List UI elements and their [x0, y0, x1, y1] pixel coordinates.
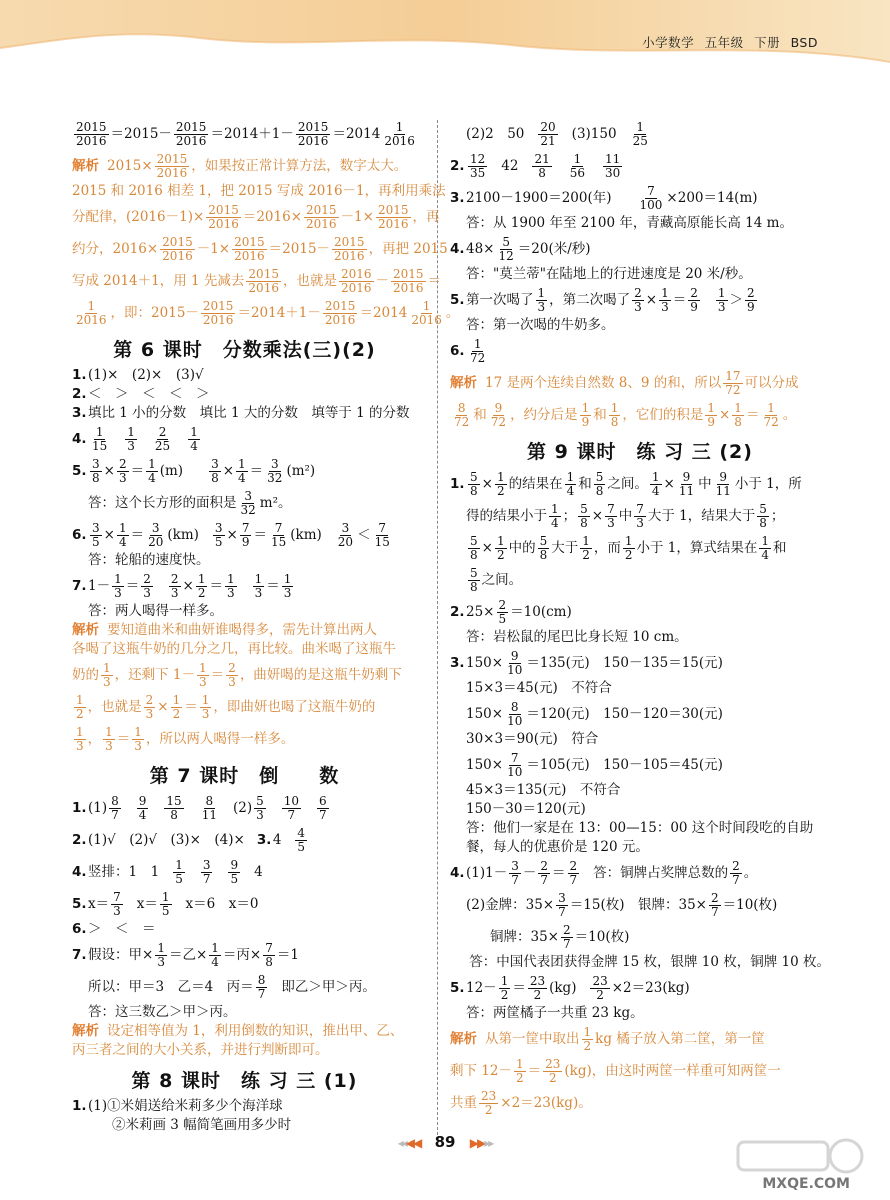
- fraction: $\frac{9}{5}$: [230, 857, 239, 886]
- fraction: $\frac{1}{4}$: [118, 520, 127, 549]
- answer-line: 150× $\frac{8}{10}$ ＝120(元) 150－120＝30(元): [466, 699, 723, 728]
- question-number: 2.: [72, 831, 87, 848]
- fraction: $\frac{20}{21}$: [540, 119, 556, 148]
- answer-line: 7. 假设：甲× $\frac{1}{3}$ ＝乙× $\frac{1}{4}$ ＝丙× $\frac{7}{8}$ ＝1: [72, 940, 299, 969]
- answer-line: 答：两人喝得一样多。: [88, 603, 223, 620]
- analysis-line: $\frac{8}{72}$ 和 $\frac{9}{72}$ ，约分后是 $\frac{1}{9}$ 和 $\frac{1}{8}$ ，它们的积是 $\frac{1}{9}$ × $\frac{1}{8}$ ＝ $\frac{1}{72}$ 。: [454, 400, 797, 429]
- answer-line: 答：第一次喝的牛奶多。: [466, 317, 615, 334]
- fraction: $\frac{1}{2}$: [515, 1056, 524, 1085]
- fraction: $\frac{2015}{2016}$: [248, 266, 279, 295]
- question-number: 4.: [450, 240, 465, 257]
- fraction: $\frac{8}{11}$: [201, 793, 217, 822]
- answer-line: 餐，每人的优惠价是 120 元。: [466, 839, 649, 856]
- fraction: $\frac{8}{10}$: [507, 699, 523, 728]
- answer-line: 4. 竖排：1 1 $\frac{1}{5}$ $\frac{3}{7}$ $\frac{9}{5}$ 4: [72, 857, 263, 886]
- fraction: $\frac{1}{4}$: [148, 456, 156, 485]
- answer-line: 2. $\frac{12}{35}$ 42 $\frac{21}{8}$ $\frac{1}{56}$ $\frac{11}{30}$: [450, 151, 621, 180]
- fraction: $\frac{7}{8}$: [265, 940, 273, 969]
- question-number: 5.: [450, 291, 465, 308]
- analysis-line: 分配律，(2016－1)× $\frac{2015}{2016}$ ＝2016× $\frac{2015}{2016}$ －1× $\frac{2015}{2016}$ ，再: [72, 202, 440, 231]
- answer-line: 答：这个长方形的面积是 $\frac{3}{32}$ m²。: [88, 488, 292, 517]
- fraction: $\frac{2015}{2016}$: [175, 119, 207, 148]
- fraction: $\frac{7}{100}$: [639, 183, 663, 212]
- answer-line: 2. (1)√ (2)√ (3)× (4)× 3. 4 $\frac{4}{5}$: [72, 825, 306, 854]
- answer-line: [450, 335, 830, 367]
- fraction: $\frac{1}{2016}$: [411, 298, 442, 327]
- fraction: $\frac{1}{5}$: [161, 889, 170, 918]
- analysis-label: 解析: [72, 1023, 99, 1040]
- answer-line: ②米莉画 3 幅简笔画用多少时: [112, 1117, 292, 1134]
- fraction: $\frac{8}{7}$: [111, 793, 119, 822]
- fraction: $\frac{2015}{2016}$: [334, 234, 365, 263]
- fraction: $\frac{21}{8}$: [534, 151, 550, 180]
- fraction: $\frac{3}{7}$: [558, 890, 566, 919]
- fraction: $\frac{2}{5}$: [498, 597, 507, 626]
- fraction: $\frac{12}{35}$: [470, 151, 486, 180]
- fraction: $\frac{23}{2}$: [529, 973, 546, 1002]
- answer-line: 3. 填比 1 小的分数 填比 1 大的分数 填等于 1 的分数: [72, 405, 410, 422]
- question-number: 2.: [72, 386, 87, 403]
- answer-line: 6. $\frac{3}{5}$ × $\frac{1}{4}$ ＝ $\frac{3}{20}$ (km) $\frac{3}{5}$ × $\frac{7}{9}$ ＝ $\frac{7}{15}$ (km) $\frac{3}{20}$ ＜ $\frac{7}{15}$: [72, 520, 390, 549]
- analysis-line: $\frac{1}{2016}$ ，即：2015－ $\frac{2015}{2016}$ ＝2014＋1－ $\frac{2015}{2016}$ ＝2014 $\frac{1}{2016}$ 。: [76, 298, 460, 327]
- fraction: $\frac{7}{3}$: [607, 501, 615, 530]
- fraction: $\frac{2}{9}$: [747, 285, 755, 314]
- fraction: $\frac{3}{20}$: [337, 520, 354, 549]
- fraction: $\frac{2015}{2016}$: [377, 202, 409, 231]
- fraction: $\frac{7}{15}$: [270, 520, 287, 549]
- answer-line: 所以：甲＝3 乙＝4 丙＝ $\frac{8}{7}$ 即乙＞甲＞丙。: [88, 972, 376, 1001]
- answer-line: 2. 25× $\frac{2}{5}$ ＝10(cm): [450, 597, 572, 626]
- fraction: $\frac{1}{5}$: [175, 857, 183, 886]
- answer-line: 4. (1)1－ $\frac{3}{7}$ － $\frac{2}{7}$ ＝ $\frac{2}{7}$ 答：铜牌占奖牌总数的 $\frac{2}{7}$ 。: [450, 858, 758, 887]
- fraction: $\frac{1}{3}$: [254, 571, 263, 600]
- fraction: $\frac{1}{56}$: [569, 151, 586, 180]
- answer-line: 6. ＞ ＜ ＝: [72, 921, 156, 938]
- fraction: $\frac{1}{8}$: [734, 400, 742, 429]
- analysis-line: 约分，2016× $\frac{2015}{2016}$ －1× $\frac{2015}{2016}$ ＝2015－ $\frac{2015}{2016}$ ，再把 2015: [72, 234, 448, 263]
- fraction: $\frac{2}{3}$: [634, 285, 642, 314]
- fraction: $\frac{2015}{2016}$: [156, 151, 188, 180]
- fraction: $\frac{17}{72}$: [725, 368, 741, 397]
- question-number: 6.: [72, 921, 87, 938]
- fraction: $\frac{4}{5}$: [297, 825, 306, 854]
- question-number: 1.: [72, 799, 87, 816]
- fraction: $\frac{1}{3}$: [76, 724, 84, 753]
- analysis-line: 奶的 $\frac{1}{3}$ ，还剩下 1－ $\frac{1}{3}$ ＝ $\frac{2}{3}$ ，曲妍喝的是这瓶牛奶剩下: [72, 660, 402, 689]
- fraction: $\frac{5}{12}$: [498, 234, 514, 263]
- question-number: 4.: [72, 430, 87, 447]
- lesson-heading: 第 7 课时 倒 数: [149, 765, 340, 787]
- analysis-label: 解析: [72, 622, 99, 639]
- fraction: $\frac{1}{3}$: [105, 724, 113, 753]
- fraction: $\frac{1}{4}$: [651, 469, 660, 498]
- fraction: $\frac{1}{3}$: [103, 660, 111, 689]
- fraction: $\frac{2}{7}$: [732, 858, 740, 887]
- fraction: $\frac{5}{3}$: [256, 793, 264, 822]
- question-number: 5.: [72, 895, 87, 912]
- analysis-line: 解析 2015× $\frac{2015}{2016}$ ，如果按正常计算方法，数字太大。: [72, 151, 408, 180]
- question-number: 2.: [450, 157, 465, 174]
- fraction: $\frac{3}{7}$: [511, 858, 519, 887]
- question-number: 3.: [256, 831, 272, 848]
- analysis-line: 各喝了这瓶牛奶的几分之几，再比较。曲米喝了这瓶牛: [72, 641, 396, 658]
- answer-line: [72, 423, 417, 455]
- fraction: $\frac{1}{2}$: [197, 571, 206, 600]
- book-title: 小学数学 五年级 下册 BSD: [642, 35, 818, 50]
- analysis-label: 解析: [450, 1030, 477, 1047]
- fraction: $\frac{2}{3}$: [228, 660, 236, 689]
- answer-line: 150× $\frac{7}{10}$ ＝105(元) 150－105＝45(元): [466, 750, 723, 779]
- answer-line: $\frac{5}{8}$ 之间。: [470, 565, 523, 594]
- watermark-text: MXQE.COM: [762, 1176, 850, 1192]
- lesson-heading: 第 9 课时 练 习 三 (2): [527, 441, 753, 463]
- fraction: $\frac{9}{10}$: [507, 648, 523, 677]
- analysis-line: 解析 设定相等值为 1，利用倒数的知识，推出甲、乙、: [72, 1023, 404, 1040]
- fraction: $\frac{7}{3}$: [113, 889, 121, 918]
- fraction: $\frac{1}{2}$: [624, 533, 633, 562]
- answer-line: 45×3＝135(元) 不符合: [466, 782, 621, 799]
- answer-line: 5. $\frac{3}{8}$ × $\frac{2}{3}$ ＝ $\frac{1}{4}$ (m) $\frac{3}{8}$ × $\frac{1}{4}$ ＝ $\frac{3}{32}$ (m²): [72, 456, 316, 485]
- fraction: $\frac{3}{8}$: [211, 456, 219, 485]
- fraction: $\frac{2015}{2016}$: [202, 298, 234, 327]
- fraction: $\frac{2015}{2016}$: [208, 202, 239, 231]
- fraction: $\frac{1}{3}$: [157, 940, 165, 969]
- fraction: $\frac{1}{3}$: [283, 571, 292, 600]
- fraction: $\frac{3}{5}$: [92, 520, 100, 549]
- fraction: $\frac{1}{2}$: [496, 469, 505, 498]
- fraction: $\frac{23}{2}$: [481, 1088, 497, 1117]
- fraction: $\frac{2015}{2016}$: [324, 298, 356, 327]
- answer-line: 答："莫兰蒂"在陆地上的行进速度是 20 米/秒。: [466, 266, 752, 283]
- answer-line: 答：从 1900 年至 2100 年，青藏高原能长高 14 m。: [466, 215, 793, 232]
- answer-line: 1. $\frac{5}{8}$ × $\frac{1}{2}$ 的结果在 $\frac{1}{4}$ 和 $\frac{5}{8}$ 之间。 $\frac{1}{4}$ × $\frac{9}{11}$ 中 $\frac{9}{11}$ 小于 1，所: [450, 469, 802, 498]
- fraction: $\frac{2}{3}$: [143, 571, 151, 600]
- fraction: $\frac{3}{8}$: [92, 456, 100, 485]
- fraction: $\frac{1}{9}$: [581, 400, 590, 429]
- fraction: $\frac{2}{3}$: [118, 456, 127, 485]
- line-l1: $\frac{2015}{2016}$ ＝2015－ $\frac{2015}{2016}$ ＝2014＋1－ $\frac{2015}{2016}$ ＝2014 $\frac{1}{2016}$: [76, 119, 415, 148]
- fraction: $\frac{1}{2016}$: [76, 298, 107, 327]
- fraction: $\frac{1}{2}$: [582, 533, 590, 562]
- fraction: $\frac{7}{15}$: [374, 520, 390, 549]
- fraction: $\frac{1}{8}$: [610, 400, 619, 429]
- fraction: $\frac{2}{25}$: [154, 424, 171, 453]
- fraction: $\frac{5}{8}$: [759, 501, 767, 530]
- fraction: $\frac{2015}{2016}$: [234, 234, 265, 263]
- fraction: $\frac{11}{30}$: [605, 151, 621, 180]
- question-number: 7.: [72, 577, 87, 594]
- right-column: [450, 118, 830, 1119]
- question-number: 3.: [450, 189, 465, 206]
- answer-line: 铜牌：35× $\frac{2}{7}$ ＝10(枚): [490, 922, 630, 951]
- question-number: 5.: [450, 979, 465, 996]
- answer-line: (2)2 50 $\frac{20}{21}$ (3)150 $\frac{1}{25}$: [466, 119, 648, 148]
- fraction: $\frac{1}{2}$: [172, 692, 181, 721]
- fraction: $\frac{3}{5}$: [214, 520, 223, 549]
- answer-line: (2)金牌：35× $\frac{3}{7}$ ＝15(枚) 银牌：35× $\frac{2}{7}$ ＝10(枚): [466, 890, 778, 919]
- fraction: $\frac{9}{11}$: [715, 469, 731, 498]
- fraction: $\frac{1}{2}$: [76, 692, 84, 721]
- fraction: $\frac{8}{72}$: [454, 400, 470, 429]
- fraction: $\frac{15}{8}$: [166, 793, 182, 822]
- fraction: $\frac{2}{7}$: [563, 922, 571, 951]
- fraction: $\frac{1}{3}$: [199, 660, 207, 689]
- fraction: $\frac{2}{9}$: [690, 285, 698, 314]
- fraction: $\frac{1}{72}$: [763, 400, 779, 429]
- fraction: $\frac{1}{4}$: [211, 940, 219, 969]
- answer-line: 7. 1－ $\frac{1}{3}$ ＝ $\frac{2}{3}$ $\frac{2}{3}$ × $\frac{1}{2}$ ＝ $\frac{1}{3}$ $\frac{1}{3}$ ＝ $\frac{1}{3}$: [72, 571, 292, 600]
- question-number: 3.: [72, 405, 87, 422]
- answer-line: 得的结果小于 $\frac{1}{4}$ ； $\frac{5}{8}$ × $\frac{7}{3}$ 中 $\frac{7}{3}$ 大于 1，结果大于 $\frac{5}{8}$ ；: [466, 501, 785, 530]
- fraction: $\frac{3}{20}$: [148, 520, 164, 549]
- fraction: $\frac{1}{3}$: [226, 571, 235, 600]
- fraction: $\frac{23}{2}$: [545, 1056, 561, 1085]
- fraction: $\frac{1}{4}$: [190, 424, 198, 453]
- fraction: $\frac{1}{4}$: [761, 533, 770, 562]
- next-arrows-icon: ▶▶▸▸: [469, 1136, 493, 1150]
- fraction: $\frac{2}{7}$: [710, 890, 719, 919]
- fraction: $\frac{1}{2}$: [583, 1024, 592, 1053]
- fraction: $\frac{2}{7}$: [569, 858, 578, 887]
- analysis-line: $\frac{1}{3}$ ， $\frac{1}{3}$ ＝ $\frac{1}{3}$ ，所以两人喝得一样多。: [76, 724, 295, 753]
- fraction: $\frac{1}{25}$: [632, 119, 648, 148]
- answer-line: 15×3＝45(元) 不符合: [466, 680, 612, 697]
- fraction: $\frac{5}{8}$: [539, 533, 548, 562]
- fraction: $\frac{1}{15}$: [92, 424, 108, 453]
- answer-line: $\frac{5}{8}$ × $\frac{1}{2}$ 中的 $\frac{5}{8}$ 大于 $\frac{1}{2}$ ，而 $\frac{1}{2}$ 小于 1，算式结果在 $\frac{1}{4}$ 和: [470, 533, 787, 562]
- answer-line: 1. (1)× (2)× (3)√: [72, 367, 204, 384]
- answer-line: 5. 12－ $\frac{1}{2}$ ＝ $\frac{23}{2}$ (kg) $\frac{23}{2}$ ×2＝23(kg): [450, 973, 690, 1002]
- fraction: $\frac{1}{3}$: [717, 285, 726, 314]
- lesson-heading: 第 6 课时 分数乘法(三)(2): [113, 339, 376, 361]
- question-number: 5.: [72, 462, 87, 479]
- fraction: $\frac{1}{3}$: [661, 285, 669, 314]
- question-number: 3.: [450, 654, 465, 671]
- fraction: $\frac{1}{3}$: [201, 692, 210, 721]
- fraction: $\frac{5}{8}$: [470, 469, 478, 498]
- header-band: [0, 0, 890, 95]
- fraction: $\frac{7}{9}$: [241, 520, 250, 549]
- answer-line: 3. 150× $\frac{9}{10}$ ＝135(元) 150－135＝15(元): [450, 648, 723, 677]
- answer-line: 30×3＝90(元) 符合: [466, 731, 599, 748]
- fraction: $\frac{1}{72}$: [470, 336, 486, 365]
- answer-line: 答：岩松鼠的尾巴比身长短 10 cm。: [466, 629, 688, 646]
- fraction: $\frac{2016}{2016}$: [340, 266, 372, 295]
- answer-line: 答：中国代表团获得金牌 15 枚，银牌 10 枚，铜牌 10 枚。: [469, 954, 830, 971]
- question-number: 1.: [450, 475, 465, 492]
- fraction: $\frac{5}{8}$: [580, 501, 588, 530]
- answer-line: 150－30＝120(元): [466, 801, 586, 818]
- analysis-line: 共重 $\frac{23}{2}$ ×2＝23(kg)。: [450, 1088, 592, 1117]
- answer-line: 4. 48× $\frac{5}{12}$ ＝20(米/秒): [450, 234, 591, 263]
- answer-line: 答：轮船的速度快。: [88, 552, 210, 569]
- fraction: $\frac{1}{4}$: [566, 469, 575, 498]
- analysis-label: 解析: [72, 157, 99, 174]
- fraction: $\frac{1}{3}$: [537, 285, 546, 314]
- question-number: 4.: [72, 863, 87, 880]
- question-number: 6.: [450, 342, 465, 359]
- question-number: 6.: [72, 526, 87, 543]
- fraction: $\frac{1}{3}$: [127, 424, 135, 453]
- analysis-line: 2015 和 2016 相差 1，把 2015 写成 2016－1，再利用乘法: [72, 183, 446, 200]
- answer-line: 答：两筐橘子一共重 23 kg。: [466, 1005, 644, 1022]
- fraction: $\frac{6}{7}$: [319, 793, 327, 822]
- fraction: $\frac{1}{3}$: [134, 724, 142, 753]
- fraction: $\frac{8}{7}$: [257, 972, 266, 1001]
- fraction: $\frac{7}{3}$: [636, 501, 644, 530]
- fraction: $\frac{10}{7}$: [283, 793, 300, 822]
- fraction: $\frac{9}{72}$: [490, 400, 507, 429]
- analysis-line: 剩下 12－ $\frac{1}{2}$ ＝ $\frac{23}{2}$ (kg)，由这时两筐一样重可知两筐一: [450, 1056, 781, 1085]
- fraction: $\frac{1}{3}$: [114, 571, 122, 600]
- fraction: $\frac{2015}{2016}$: [306, 202, 337, 231]
- fraction: $\frac{5}{8}$: [470, 533, 478, 562]
- fraction: $\frac{1}{2016}$: [384, 119, 415, 148]
- answer-line: 1. (1)①米娟送给米莉多少个海洋球: [72, 1098, 283, 1115]
- fraction: $\frac{1}{4}$: [551, 501, 559, 530]
- fraction: $\frac{2015}{2016}$: [297, 119, 329, 148]
- answer-line: 3. 2100－1900＝200(年) $\frac{7}{100}$ ×200＝14(m): [450, 183, 758, 212]
- answer-line: 答：这三数乙＞甲＞丙。: [88, 1004, 237, 1021]
- answer-line: 5. 第一次喝了 $\frac{1}{3}$ ，第二次喝了 $\frac{2}{3}$ × $\frac{1}{3}$ ＝ $\frac{2}{9}$ $\frac{1}{3}$ ＞ $\frac{2}{9}$: [450, 285, 755, 314]
- page-number: 89: [434, 1133, 456, 1151]
- fraction: $\frac{3}{32}$: [267, 456, 283, 485]
- prev-arrows-icon: ◂◂◀◀: [397, 1136, 421, 1150]
- fraction: $\frac{2}{7}$: [540, 858, 548, 887]
- fraction: $\frac{1}{2}$: [496, 533, 505, 562]
- question-number: 4.: [450, 864, 465, 881]
- analysis-line: 解析 要知道曲米和曲妍谁喝得多，需先计算出两人: [72, 622, 377, 639]
- analysis-label: 解析: [450, 374, 477, 391]
- fraction: $\frac{2015}{2016}$: [162, 234, 193, 263]
- fraction: $\frac{23}{2}$: [592, 973, 608, 1002]
- lesson-heading: 第 8 课时 练 习 三 (1): [131, 1070, 358, 1092]
- fraction: $\frac{2}{3}$: [145, 692, 154, 721]
- analysis-line: 解析 17 是两个连续自然数 8、9 的和，所以 $\frac{17}{72}$ 可以分成: [450, 368, 799, 397]
- fraction: $\frac{5}{8}$: [595, 469, 604, 498]
- fraction: $\frac{5}{8}$: [470, 565, 478, 594]
- answer-line: 答：他们一家是在 13：00—15：00 这个时间段吃的自助: [466, 820, 814, 837]
- answer-line: 2. ＜ ＞ ＜ ＜ ＞: [72, 386, 210, 403]
- fraction: $\frac{1}{9}$: [707, 400, 715, 429]
- analysis-line: $\frac{1}{2}$ ，也就是 $\frac{2}{3}$ × $\frac{1}{2}$ ＝ $\frac{1}{3}$ ，即曲妍也喝了这瓶牛奶的: [76, 692, 376, 721]
- question-number: 1.: [72, 1098, 87, 1115]
- fraction: $\frac{3}{7}$: [202, 857, 211, 886]
- question-number: 7.: [72, 946, 87, 963]
- answer-line: 5. x＝ $\frac{7}{3}$ x＝ $\frac{1}{5}$ x＝6 x＝0: [72, 889, 259, 918]
- analysis-line: 解析 从第一筐中取出 $\frac{1}{2}$ kg 橘子放入第二筐，第一筐: [450, 1024, 765, 1053]
- fraction: $\frac{1}{4}$: [238, 456, 246, 485]
- fraction: $\frac{9}{11}$: [678, 469, 695, 498]
- fraction: $\frac{2}{3}$: [170, 571, 179, 600]
- answer-line: 1. (1) $\frac{8}{7}$ $\frac{9}{4}$ $\frac{15}{8}$ $\frac{8}{11}$ (2) $\frac{5}{3}$ $\frac{10}{7}$ $\frac{6}{7}$: [72, 793, 327, 822]
- fraction: $\frac{1}{2}$: [500, 973, 509, 1002]
- analysis-line: 写成 2014＋1，用 1 先减去 $\frac{2015}{2016}$ ，也就是 $\frac{2016}{2016}$ － $\frac{2015}{2016}$ ＝: [72, 266, 442, 295]
- question-number: 2.: [450, 603, 465, 620]
- question-number: 1.: [72, 367, 87, 384]
- left-column: [72, 118, 460, 1135]
- fraction: $\frac{2015}{2016}$: [393, 266, 424, 295]
- fraction: $\frac{9}{4}$: [138, 793, 147, 822]
- fraction: $\frac{3}{32}$: [240, 488, 256, 517]
- analysis-line: 丙三者之间的大小关系，并进行判断即可。: [72, 1042, 329, 1059]
- fraction: $\frac{2015}{2016}$: [76, 119, 107, 148]
- fraction: $\frac{7}{10}$: [507, 750, 523, 779]
